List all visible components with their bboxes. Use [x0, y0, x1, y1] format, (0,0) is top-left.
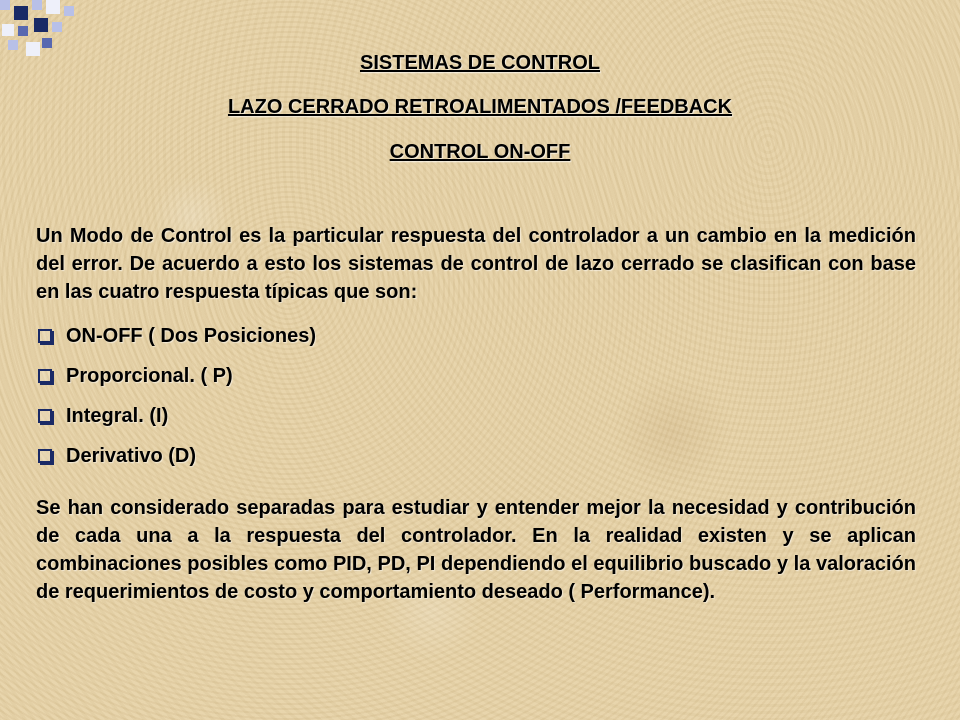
conclusion-paragraph: Se han considerado separadas para estudiar y entender mejor la necesidad y contribución de cada una a la respuesta del controlador. En la realidad existen y se aplican combinaciones posibles como PID, PD, PI dependiendo el equilibrio buscado y la valoración de requerimientos de costo y comportamiento deseado ( Performance). — [36, 497, 916, 603]
deco-square — [34, 18, 48, 32]
checkbox-bullet-icon — [38, 409, 52, 423]
corner-decoration — [0, 0, 80, 60]
checkbox-bullet-icon — [38, 369, 52, 383]
list-item-label: ON-OFF ( Dos Posiciones) — [66, 325, 317, 347]
list-item — [36, 442, 316, 482]
list-item — [36, 402, 316, 442]
deco-square — [64, 6, 74, 16]
section-title: CONTROL ON-OFF — [389, 141, 571, 163]
control-modes-list — [36, 322, 316, 482]
deco-square — [32, 0, 42, 10]
deco-square — [46, 0, 60, 14]
deco-square — [42, 38, 52, 48]
deco-square — [14, 6, 28, 20]
list-item-label: Derivativo (D) — [66, 445, 197, 467]
deco-square — [0, 0, 10, 10]
page-title: SISTEMAS DE CONTROL — [359, 52, 600, 74]
list-item — [36, 362, 316, 402]
deco-square — [52, 22, 62, 32]
page-subtitle: LAZO CERRADO RETROALIMENTADOS /FEEDBACK — [227, 96, 733, 118]
deco-square — [2, 24, 14, 36]
deco-square — [18, 26, 28, 36]
list-item — [36, 322, 316, 362]
checkbox-bullet-icon — [38, 449, 52, 463]
intro-paragraph: Un Modo de Control es la particular respuesta del controlador a un cambio en la medición del error. De acuerdo a esto los sistemas de control de lazo cerrado se clasifican con base en las cuatro respuesta típicas que son: — [36, 225, 916, 303]
deco-square — [8, 40, 18, 50]
list-item-label: Proporcional. ( P) — [66, 365, 233, 387]
list-item-label: Integral. (I) — [66, 405, 169, 427]
checkbox-bullet-icon — [38, 329, 52, 343]
